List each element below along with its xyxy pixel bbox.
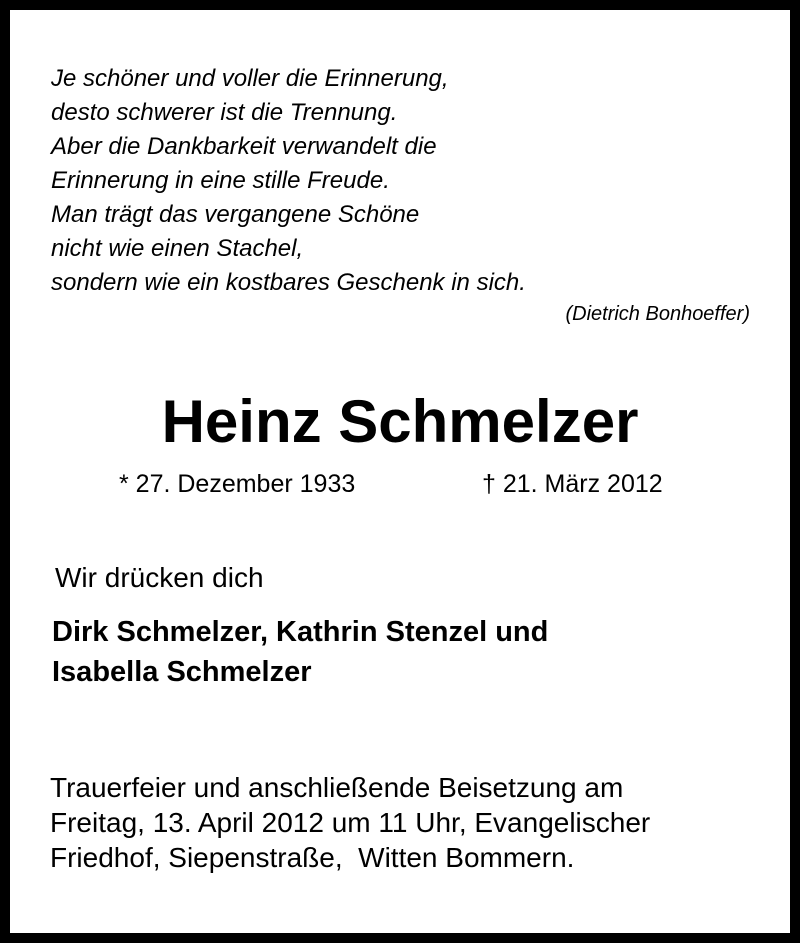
deceased-name: Heinz Schmelzer bbox=[161, 388, 639, 455]
quote-line: nicht wie einen Stachel, bbox=[51, 235, 304, 262]
quote-line: desto schwerer ist die Trennung. bbox=[51, 99, 398, 126]
quote-line: sondern wie ein kostbares Geschenk in sich. bbox=[51, 269, 526, 296]
death-date: † 21. März 2012 bbox=[482, 470, 663, 498]
birth-date: * 27. Dezember 1933 bbox=[119, 470, 356, 498]
mourners-intro: Wir drücken dich bbox=[55, 562, 264, 593]
mourners-names bbox=[52, 612, 548, 692]
quote-line: Je schöner und voller die Erinnerung, bbox=[51, 65, 449, 92]
quote-line: Aber die Dankbarkeit verwandelt die bbox=[51, 133, 437, 160]
mourners-line: Isabella Schmelzer bbox=[52, 656, 312, 688]
service-info bbox=[50, 770, 650, 875]
mourners-line: Dirk Schmelzer, Kathrin Stenzel und bbox=[52, 616, 549, 648]
service-line: Freitag, 13. April 2012 um 11 Uhr, Evangelischer bbox=[50, 807, 651, 838]
quote-line: Erinnerung in eine stille Freude. bbox=[51, 167, 390, 194]
service-line: Friedhof, Siepenstraße, Witten Bommern. bbox=[50, 842, 575, 873]
quote-line: Man trägt das vergangene Schöne bbox=[51, 201, 420, 228]
quote-block bbox=[51, 62, 526, 300]
quote-author: (Dietrich Bonhoeffer) bbox=[565, 303, 750, 325]
service-line: Trauerfeier und anschließende Beisetzung am bbox=[50, 772, 624, 803]
